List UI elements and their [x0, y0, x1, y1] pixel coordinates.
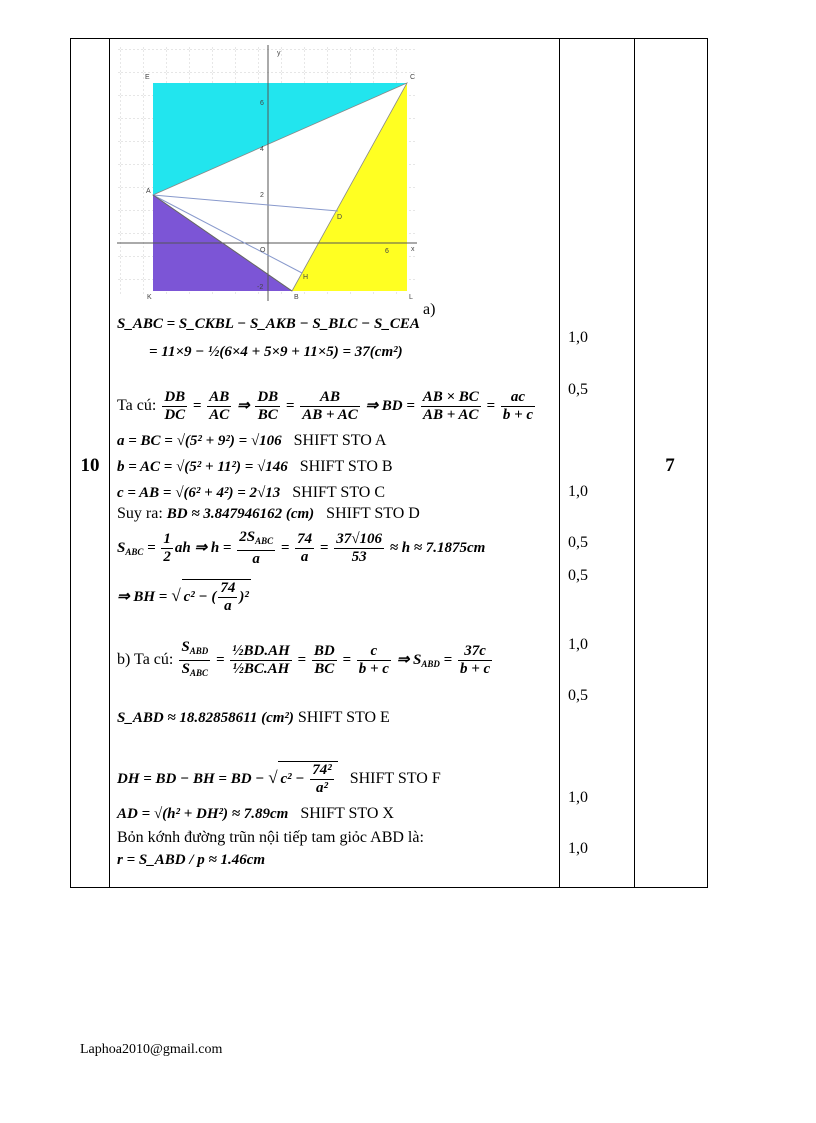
area-calc	[149, 343, 403, 361]
score-9: 1,0	[568, 840, 588, 857]
label-k: K	[147, 294, 152, 301]
bh-prefix: ⇒ BH =	[117, 588, 168, 605]
area-formula-text: S_ABC = S_CKBL − S_AKB − S_BLC − S_CEA	[117, 316, 420, 332]
area-formula	[117, 315, 420, 333]
question-number: 10	[80, 455, 100, 476]
bh-formula: ⇒ BH = √ c² − ( $\frac{74}{a}$ )²	[117, 580, 249, 614]
side-c	[117, 484, 385, 502]
bd-cmd: SHIFT STO D	[326, 505, 420, 522]
side-b-cmd: SHIFT STO B	[299, 458, 393, 475]
score-6: 1,0	[568, 636, 588, 653]
score-7: 0,5	[568, 687, 588, 704]
side-a-text: a = BC = √(5² + 9²) = √106	[117, 433, 282, 449]
score-1: 1,0	[568, 329, 588, 346]
label-a: A	[146, 188, 151, 195]
bisector-relation: Ta cú: $\frac{DB}{DC}$ = $\frac{AB}{AC}$ ⇒ $\frac{DB}{BC}$ = $\frac{AB}{AB + AC}$ ⇒ BD = $\frac{AB \times BC}{AB + AC}$ = $\frac{ac}{b + c}$	[117, 389, 534, 423]
dh-cmd: SHIFT STO F	[349, 769, 441, 787]
bd-value-text: BD ≈ 3.847946162 (cm)	[166, 506, 315, 522]
ratio-prefix: b) Ta cú:	[117, 650, 174, 668]
score-4: 0,5	[568, 534, 588, 551]
label-d: D	[337, 214, 343, 221]
tick-y2: 2	[260, 192, 264, 199]
bisector-prefix: Ta cú:	[117, 396, 157, 414]
coordinate-figure	[117, 45, 417, 310]
ratio-formula: b) Ta cú: $\frac{S_{ABD}}{S_{ABC}}$ = $\frac{\text{½BD.AH}}{\text{½BC.AH}}$ = $\frac{BD}{BC}$ = $\frac{c}{b + c}$ ⇒ $S_{ABD}$ = $\frac{37c}{b + c}$	[117, 639, 491, 678]
label-c: C	[410, 74, 416, 81]
inradius-value	[117, 851, 265, 869]
column-divider	[559, 39, 560, 887]
score-5: 0,5	[568, 567, 588, 584]
score-8: 1,0	[568, 789, 588, 806]
label-l: L	[409, 294, 413, 301]
side-a	[117, 432, 386, 450]
bd-prefix: Suy ra:	[117, 505, 163, 522]
footer-email: Laphoa2010@gmail.com	[80, 1042, 223, 1057]
side-b-text: b = AC = √(5² + 11²) = √146	[117, 459, 288, 475]
total-score: 7	[665, 455, 675, 476]
side-b	[117, 458, 393, 476]
side-c-cmd: SHIFT STO C	[292, 484, 386, 501]
inradius-caption: Bỏn kớnh đường trũn nội tiếp tam giỏc ABD là:	[117, 829, 424, 846]
area-calc-text: = 11×9 − ½(6×4 + 5×9 + 11×5) = 37(cm²)	[149, 344, 403, 360]
tick-x6: 6	[385, 248, 389, 255]
side-a-cmd: SHIFT STO A	[293, 432, 387, 449]
label-x: x	[411, 246, 415, 253]
abd-area	[117, 709, 390, 727]
column-divider	[109, 39, 110, 887]
score-3: 1,0	[568, 483, 588, 500]
answer-table	[70, 38, 708, 888]
figure-label: a)	[423, 301, 436, 318]
abd-area-text: S_ABD ≈ 18.82858611 (cm²)	[117, 710, 294, 726]
abd-area-cmd: SHIFT STO E	[297, 709, 390, 726]
label-e: E	[145, 74, 150, 81]
ad-value	[117, 805, 394, 823]
label-h: H	[303, 274, 309, 281]
dh-formula: DH = BD − BH = BD − √ c² − $\frac{\text{74²}}{\text{a²}}$ SHIFT STO F	[117, 762, 441, 796]
score-2: 0,5	[568, 381, 588, 398]
side-c-text: c = AB = √(6² + 4²) = 2√13	[117, 485, 281, 501]
tick-y6: 6	[260, 100, 264, 107]
figure-svg	[117, 45, 417, 305]
tick-y4: 4	[260, 146, 264, 153]
ad-cmd: SHIFT STO X	[300, 805, 394, 822]
label-b: B	[294, 294, 299, 301]
label-y: y	[277, 50, 281, 57]
ad-value-text: AD = √(h² + DH²) ≈ 7.89cm	[117, 806, 289, 822]
bd-value	[117, 505, 420, 523]
tick-y-2: -2	[257, 284, 264, 291]
inradius-value-text: r = S_ABD / p ≈ 1.46cm	[117, 852, 266, 868]
label-o: O	[260, 247, 266, 254]
height-value: h ≈ 7.1875cm	[401, 539, 486, 556]
height-formula: $S_{ABC}$ = $\frac{1}{2}$ ah ⇒ h = $\frac{2S_{ABC}}{a}$ = $\frac{74}{a}$ = $\frac{37√106}{53}$ ≈ h ≈ 7.1875cm	[117, 529, 486, 567]
